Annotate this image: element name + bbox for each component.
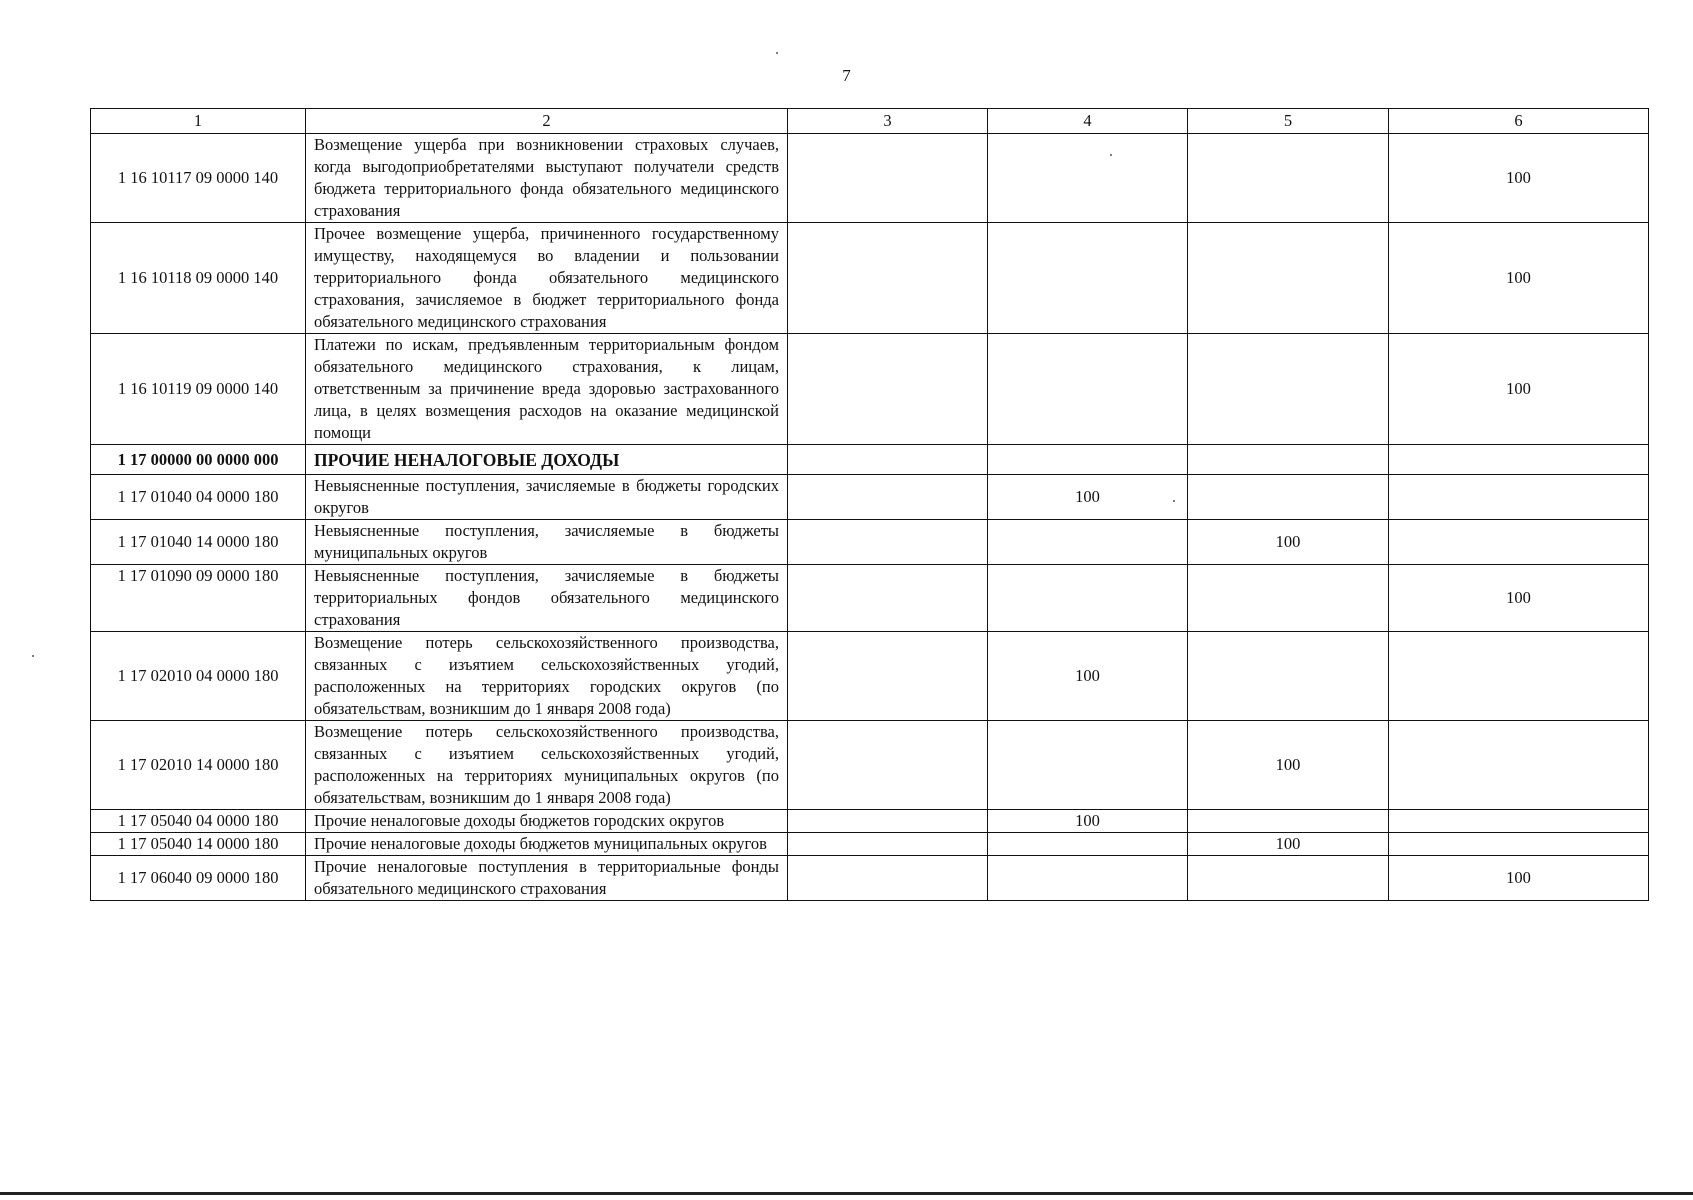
scan-speck [32,655,34,657]
description-cell: Платежи по искам, предъявленным территориальным фондом обязательного медицинского страхования, к лицам, ответственным за причинение вреда здоровью застрахованного лица, в целях возмещения расходов на оказание медицинской помощи [306,334,788,445]
description-cell: Невыясненные поступления, зачисляемые в бюджеты муниципальных округов [306,520,788,565]
column-6-value: 100 [1389,223,1649,334]
page-bottom-rule [0,1192,1693,1195]
table-header-row [91,109,1649,134]
budget-code-cell: 1 17 01090 09 0000 180 [91,565,306,632]
column-3-value [788,810,988,833]
column-header-1: 1 [91,109,306,134]
budget-code-cell: 1 17 06040 09 0000 180 [91,856,306,901]
table-body [91,134,1649,901]
column-4-value [988,134,1188,223]
budget-code-cell: 1 17 02010 04 0000 180 [91,632,306,721]
column-5-value [1188,223,1389,334]
description-cell: Прочие неналоговые доходы бюджетов муниципальных округов [306,833,788,856]
description-cell: Возмещение потерь сельскохозяйственного производства, связанных с изъятием сельскохозяйственных угодий, расположенных на территориях городских округов (по обязательствам, возникшим до 1 января 2008 года) [306,632,788,721]
budget-code-cell: 1 17 01040 14 0000 180 [91,520,306,565]
table-row [91,520,1649,565]
column-6-value: 100 [1389,856,1649,901]
description-cell: Прочие неналоговые поступления в территориальные фонды обязательного медицинского страхования [306,856,788,901]
column-header-4: 4 [988,109,1188,134]
column-5-value [1188,810,1389,833]
description-cell: Невыясненные поступления, зачисляемые в бюджеты городских округов [306,475,788,520]
column-4-value: 100 [988,475,1188,520]
column-4-value [988,721,1188,810]
column-3-value [788,475,988,520]
scan-speck [1173,500,1175,502]
column-header-5: 5 [1188,109,1389,134]
description-cell: Прочее возмещение ущерба, причиненного государственному имуществу, находящемуся во владении и пользовании территориального фонда обязательного медицинского страхования, зачисляемое в бюджет территориального фонда обязательного медицинского страхования [306,223,788,334]
scan-speck [776,52,778,54]
column-6-value [1389,721,1649,810]
column-6-value [1389,810,1649,833]
column-3-value [788,223,988,334]
column-5-value: 100 [1188,721,1389,810]
column-5-value [1188,134,1389,223]
column-5-value: 100 [1188,833,1389,856]
revenue-codes-table [90,108,1649,901]
column-3-value [788,856,988,901]
table-row [91,810,1649,833]
description-cell: Возмещение потерь сельскохозяйственного производства, связанных с изъятием сельскохозяйственных угодий, расположенных на территориях муниципальных округов (по обязательствам, возникшим до 1 января 2008 года) [306,721,788,810]
budget-code-cell: 1 16 10117 09 0000 140 [91,134,306,223]
column-header-6: 6 [1389,109,1649,134]
column-5-value: 100 [1188,520,1389,565]
budget-code-cell: 1 16 10118 09 0000 140 [91,223,306,334]
column-4-value [988,520,1188,565]
description-cell: Возмещение ущерба при возникновении страховых случаев, когда выгодоприобретателями выступают получатели средств бюджета территориального фонда обязательного медицинского страхования [306,134,788,223]
page-number: 7 [842,66,851,85]
budget-code-cell: 1 17 01040 04 0000 180 [91,475,306,520]
column-5-value [1188,856,1389,901]
column-3-value [788,334,988,445]
budget-code-cell: 1 16 10119 09 0000 140 [91,334,306,445]
description-cell: Невыясненные поступления, зачисляемые в бюджеты территориальных фондов обязательного медицинского страхования [306,565,788,632]
section-title: ПРОЧИЕ НЕНАЛОГОВЫЕ ДОХОДЫ [306,445,788,475]
column-header-3: 3 [788,109,988,134]
column-6-value [1389,475,1649,520]
column-4-value [988,856,1188,901]
column-6-value [1389,520,1649,565]
column-5-value [1188,475,1389,520]
description-cell: Прочие неналоговые доходы бюджетов городских округов [306,810,788,833]
table-row [91,833,1649,856]
column-6-value [1389,445,1649,475]
column-6-value [1389,833,1649,856]
budget-code-cell: 1 17 05040 04 0000 180 [91,810,306,833]
column-4-value: 100 [988,810,1188,833]
column-3-value [788,833,988,856]
table-row [91,134,1649,223]
column-6-value: 100 [1389,334,1649,445]
section-heading-row [91,445,1649,475]
column-4-value: 100 [988,632,1188,721]
table-row [91,475,1649,520]
scan-speck [1110,154,1112,156]
column-3-value [788,565,988,632]
column-5-value [1188,445,1389,475]
column-6-value: 100 [1389,565,1649,632]
column-3-value [788,520,988,565]
budget-code-cell: 1 17 00000 00 0000 000 [91,445,306,475]
column-3-value [788,134,988,223]
column-5-value [1188,334,1389,445]
column-6-value [1389,632,1649,721]
column-5-value [1188,565,1389,632]
column-5-value [1188,632,1389,721]
column-4-value [988,833,1188,856]
table-row [91,721,1649,810]
table-row [91,856,1649,901]
column-4-value [988,223,1188,334]
column-4-value [988,334,1188,445]
column-3-value [788,445,988,475]
budget-code-cell: 1 17 02010 14 0000 180 [91,721,306,810]
budget-code-cell: 1 17 05040 14 0000 180 [91,833,306,856]
table-row [91,334,1649,445]
column-4-value [988,445,1188,475]
table-row [91,632,1649,721]
table-row [91,223,1649,334]
column-6-value: 100 [1389,134,1649,223]
column-header-2: 2 [306,109,788,134]
column-3-value [788,721,988,810]
column-3-value [788,632,988,721]
table-row [91,565,1649,632]
column-4-value [988,565,1188,632]
